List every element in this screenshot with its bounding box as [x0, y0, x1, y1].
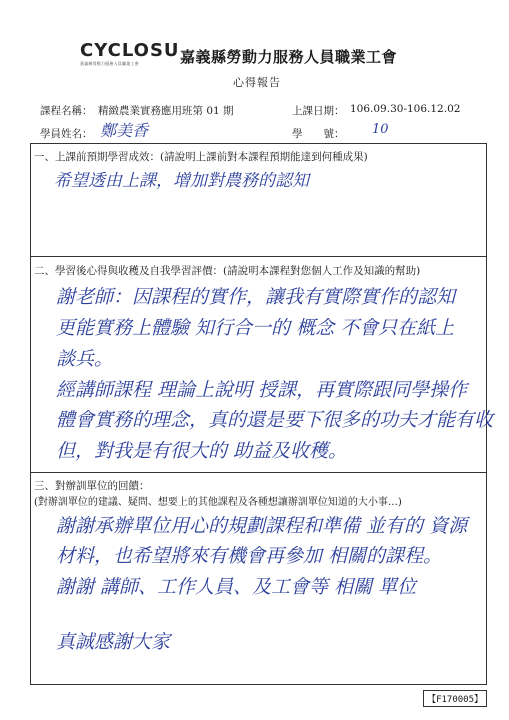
course-label: 課程名稱： — [40, 105, 93, 117]
section-divider-2 — [31, 472, 486, 473]
section-2-answer-line: 但，對我是有很大的 助益及收穫。 — [56, 440, 348, 462]
organization-title: 嘉義縣勞動力服務人員職業工會 — [180, 48, 398, 66]
section-2-answer-line: 體會實務的理念，真的還是要下很多的功夫才能有收 — [56, 409, 494, 431]
section-3-answer-line: 謝謝 講師、工作人員、及工會等 相關 單位 — [56, 576, 417, 598]
section-3-answer-line: 真誠感謝大家 — [56, 631, 171, 653]
logo-subtext: 嘉義縣勞動力服務人員職業工會 — [80, 61, 139, 66]
section-1-answer-line: 希望透由上課，增加對農務的認知 — [54, 171, 309, 191]
student-number: 10 — [372, 122, 389, 137]
logo-text: CYCLOSU — [80, 40, 180, 61]
section-2-heading: 二、學習後心得與收穫及自我學習評價：(請說明本課程對您個人工作及知識的幫助) — [34, 265, 421, 277]
form-code: 【F170005】 — [423, 690, 487, 707]
date-value: 106.09.30-106.12.02 — [350, 103, 461, 115]
date-label: 上課日期： — [292, 105, 345, 117]
section-3-heading: 三、對辦訓單位的回饋： — [34, 480, 150, 492]
section-divider-1 — [31, 256, 486, 257]
cyclosu-logo — [80, 40, 180, 66]
student-label: 學員姓名： — [40, 128, 93, 140]
section-3-subheading: (對辦訓單位的建議、疑問、想要上的其他課程及各種想讓辦訓單位知道的大小事…) — [34, 497, 402, 508]
student-name: 鄭美香 — [100, 121, 149, 140]
section-3-answer-line: 謝謝承辦單位用心的規劃課程和準備 並有的 資源 — [56, 515, 468, 537]
section-2-answer-line: 謝老師：因課程的實作，讓我有實際實作的認知 — [56, 286, 456, 308]
section-3-answer-line: 材料，也希望將來有機會再參加 相關的課程。 — [56, 545, 443, 567]
number-label: 學 號： — [292, 128, 345, 140]
document-title: 心得報告 — [233, 76, 281, 89]
section-1-heading: 一、上課前預期學習成效：(請說明上課前對本課程預期能達到何種成果) — [34, 151, 368, 163]
section-2-answer-line: 更能實務上體驗 知行合一的 概念 不會只在紙上 — [56, 317, 455, 339]
section-2-answer-line: 經講師課程 理論上說明 授課，再實際跟同學操作 — [56, 379, 468, 401]
section-2-answer-line: 談兵。 — [56, 348, 114, 370]
course-value: 精緻農業實務應用班第 01 期 — [98, 105, 234, 117]
